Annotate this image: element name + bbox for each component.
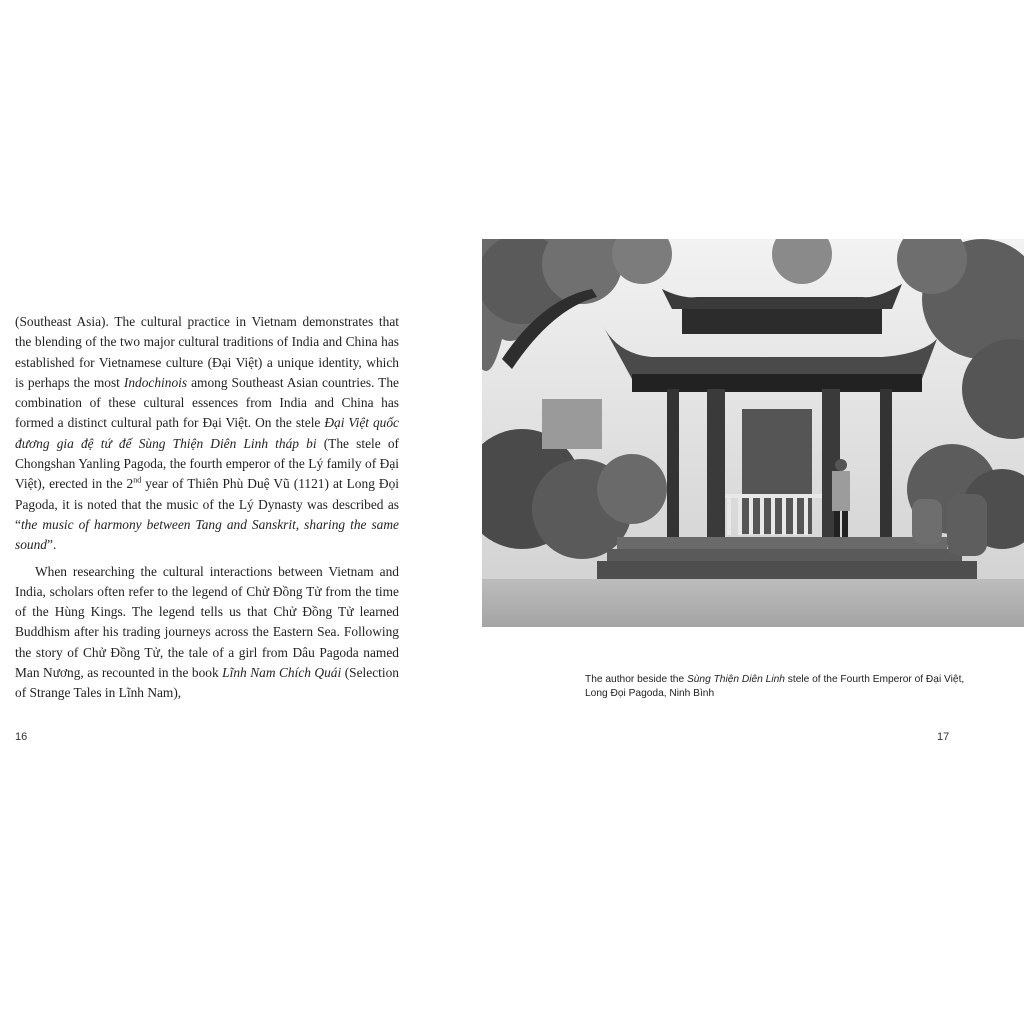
caption-text: stele of the Fourth Emperor of Đại Việt, Long Đọi Pagoda, Ninh Bình	[585, 674, 965, 699]
caption-text: The author beside the	[585, 674, 687, 685]
ordinal-superscript: nd	[133, 475, 142, 485]
italic-term: Indochinois	[123, 374, 188, 390]
pagoda-photo-illustration	[482, 239, 1024, 627]
courtyard-ground	[482, 579, 1024, 627]
paragraph-2	[15, 562, 399, 704]
italic-stele-title: Đại Việt quốc đương gia đệ tứ đế Sùng Thiện Diên Linh tháp bi	[15, 415, 399, 451]
page-number-left: 16	[15, 731, 28, 743]
side-building	[542, 399, 602, 449]
pagoda-photo	[482, 239, 1024, 627]
text-run: among Southeast Asian countries. The combination of these cultural essences from India and China has formed a distinct cultural path for Đại Việt. On the stele	[15, 374, 399, 431]
text-run: (Southeast Asia). The cultural practice in Vietnam demonstrates that the blending of the two major cultural traditions of India and China has established for Vietnamese culture (Đại Việt) a unique identity, which is perhaps the most	[15, 314, 399, 390]
photo-caption	[585, 673, 965, 701]
text-run: (Selection of Strange Tales in Lĩnh Nam),	[15, 665, 399, 701]
caption-italic: Sùng Thiện Diên Linh	[686, 674, 785, 685]
italic-quote: the music of harmony between Tang and Sanskrit, sharing the same sound	[15, 516, 399, 553]
page-number-right: 17	[937, 731, 950, 743]
text-run: year of Thiên Phù Duệ Vũ (1121) at Long Đọi Pagoda, it is noted that the music of the Lý Dynasty was described as “	[15, 476, 399, 532]
body-text	[15, 312, 399, 704]
stone-stela	[912, 499, 942, 544]
text-run: ”.	[47, 537, 57, 553]
italic-book-title: Lĩnh Nam Chích Quái	[222, 665, 342, 681]
paragraph-1	[15, 312, 399, 556]
text-run: (The stele of Chongshan Yanling Pagoda, the fourth emperor of the Lý family of Đại Việt), erected in the 2	[15, 435, 399, 492]
text-run: When researching the cultural interactions between Vietnam and India, scholars often refer to the legend of Chử Đồng Tử from the time of the Hùng Kings. The legend tells us that Chử Đồng Tử learned Buddhism after his trading journeys across the Eastern Sea. Following the story of Chử Đồng Tử, the tale of a girl from Dâu Pagoda named Man Nương, as recounted in the book	[15, 563, 399, 681]
stone-stela	[947, 494, 987, 556]
